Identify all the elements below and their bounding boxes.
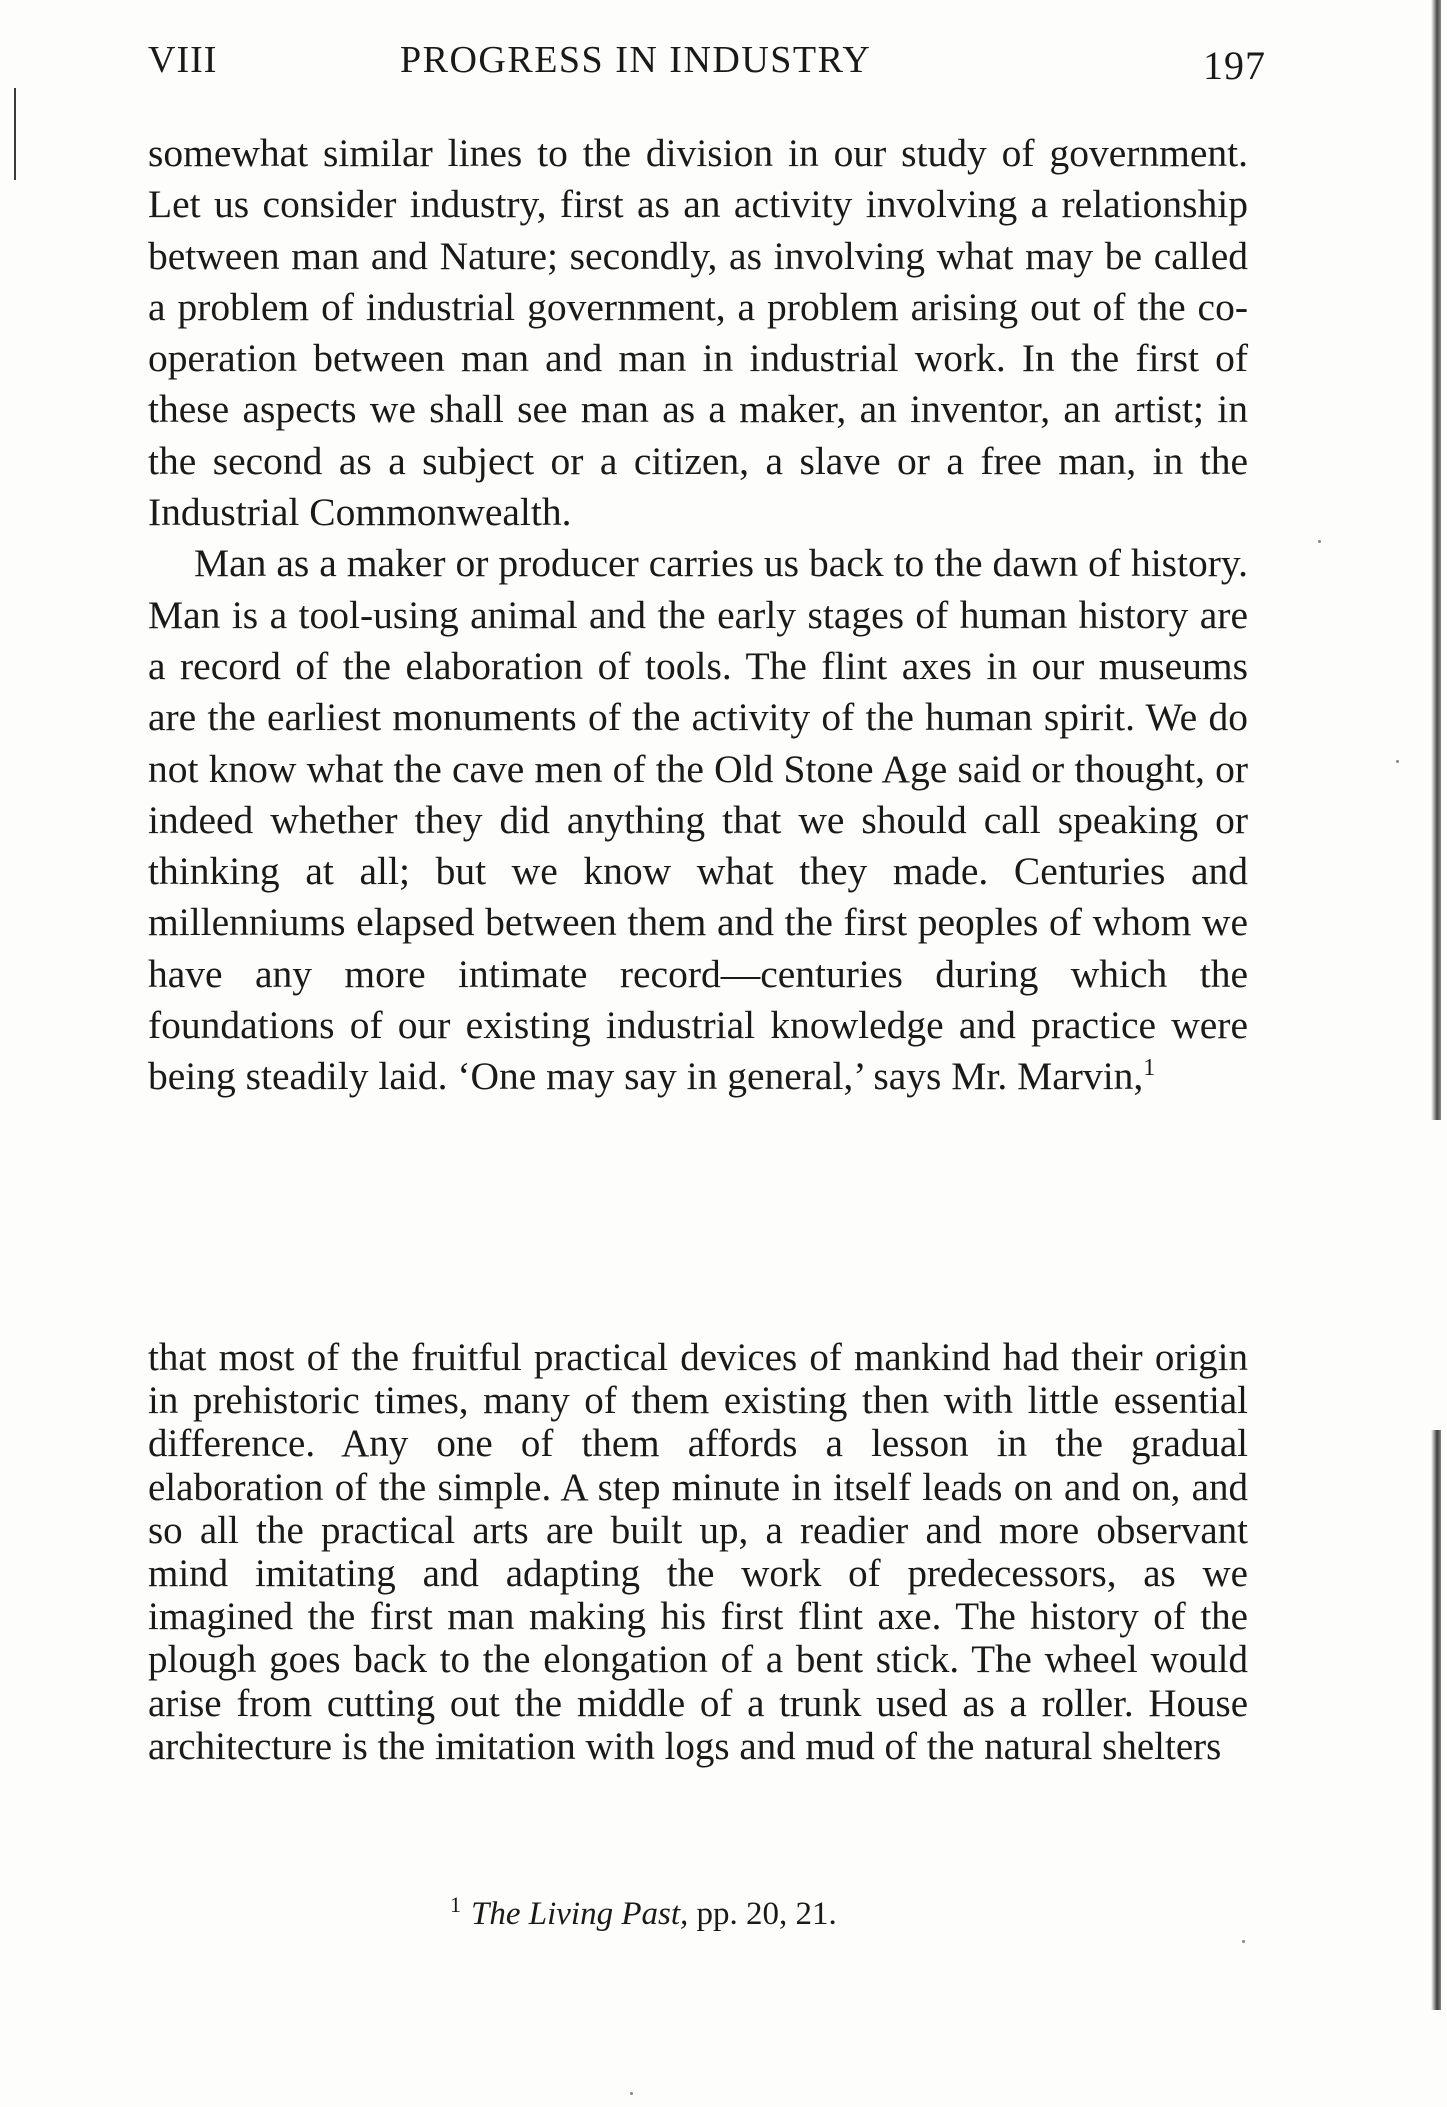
footnote-book-title: The Living Past, (471, 1896, 689, 1932)
binding-shadow-lower (1431, 1430, 1441, 2010)
footnote-reference: 1 (1143, 1055, 1156, 1082)
paragraph (148, 538, 1248, 1102)
footnote-pages: pp. 20, 21. (688, 1896, 837, 1932)
scan-speck (1318, 540, 1321, 543)
scan-margin-mark (14, 88, 16, 180)
scan-speck (630, 2092, 633, 2095)
body-text (148, 128, 1248, 1103)
running-title: PROGRESS IN INDUSTRY (400, 39, 872, 81)
footnote (450, 1892, 1150, 1933)
chapter-number: VIII (148, 39, 218, 81)
page-number: 197 (1203, 43, 1266, 88)
paragraph-text: Man as a maker or producer carries us back to the dawn of history. Man is a tool-using animal and the early stages of human history are a record of the elaboration of tools. The flint axes in our museums are the earliest monuments of the activity of the human spirit. We do not know what the cave men of the Old Stone Age said or thought, or indeed whether they did anything that we should call speaking or thinking at all; but we know what they made. Centuries and millenniums elapsed between them and the first peoples of whom we have any more intimate record—centuries during which the foundations of our existing industrial knowledge and practice were being steadily laid. ‘One may say in general,’ says Mr. Marvin, (148, 541, 1248, 1099)
binding-shadow-upper (1431, 0, 1441, 1120)
scan-speck (1396, 760, 1399, 763)
scan-speck (1242, 1940, 1245, 1943)
paragraph-continued: somewhat similar lines to the division in our study of government. Let us consider industry, first as an activity involving a relationship between man and Nature; secondly, as involving what may be called a problem of industrial government, a problem arising out of the co-operation between man and man in industrial work. In the first of these aspects we shall see man as a maker, an inventor, an artist; in the second as a subject or a citizen, a slave or a free man, in the Industrial Commonwealth. (148, 131, 1248, 535)
footnote-mark: 1 (450, 1892, 461, 1917)
block-quotation (148, 1336, 1248, 1768)
running-head (148, 38, 1266, 98)
quotation-text: that most of the fruitful practical devices of mankind had their origin in prehistoric times, many of them existing then with little essential difference. Any one of them affords a lesson in the gradual elaboration of the simple. A step minute in itself leads on and on, and so all the practical arts are built up, a readier and more observant mind imitating and adapting the work of predecessors, as we imagined the first man making his first flint axe. The history of the plough goes back to the elongation of a bent stick. The wheel would arise from cutting out the middle of a trunk used as a roller. House architecture is the imitation with logs and mud of the natural shelters (148, 1336, 1248, 1768)
